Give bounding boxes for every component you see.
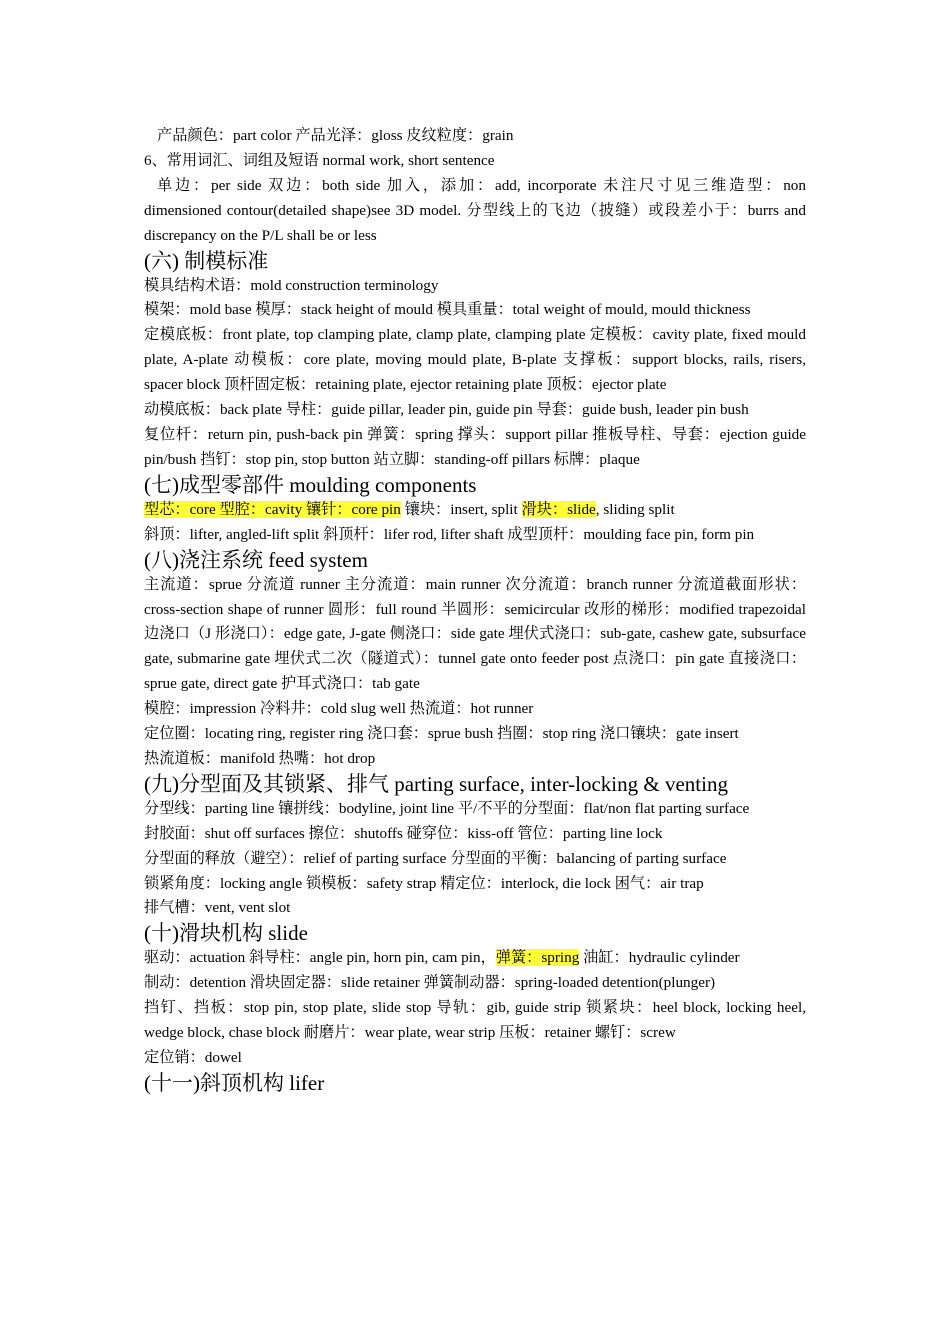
- paragraph: [144, 896, 806, 921]
- text-run: 油缸：hydraulic cylinder: [579, 949, 740, 967]
- text-run: 挡钉、挡板：stop pin, stop plate, slide stop 导轨：gib, guide strip 锁紧块：heel block, locking heel, wedge block, chase block 耐磨片：wear plate, wear strip 压板：retainer 螺钉：screw: [144, 999, 806, 1042]
- paragraph: [144, 872, 806, 897]
- paragraph: [144, 1046, 806, 1071]
- text-run: 驱动：actuation 斜导柱：angle pin, horn pin, cam pin，: [144, 949, 496, 967]
- text-run: 主流道：sprue 分流道 runner 主分流道：main runner 次分流道：branch runner 分流道截面形状：cross-section shape of runner 圆形：full round 半圆形：semicircular 改形的梯形：modified trapezoidal 边浇口（J 形浇口）：edge gate, J-gate 侧浇口：side gate 埋伏式浇口：sub-gate, cashew gate, subsurface gate, submarine gate 埋伏式二次（隧道式）：tunnel gate onto feeder post 点浇口：pin gate 直接浇口：sprue gate, direct gate 护耳式浇口：tab gate: [144, 575, 806, 693]
- text-run: 定位销：dowel: [144, 1049, 242, 1066]
- text-run: 分型线：parting line 镶拼线：bodyline, joint line 平/不平的分型面：flat/non flat parting surface: [144, 799, 750, 817]
- document-page: [144, 124, 806, 1096]
- text-run: 排气槽：vent, vent slot: [144, 899, 291, 917]
- paragraph: [144, 398, 806, 423]
- paragraph: [144, 822, 806, 847]
- paragraph: [144, 797, 806, 822]
- section-heading: [144, 249, 806, 274]
- highlighted-text: 型芯：core 型腔：cavity 镶针：core pin: [144, 500, 401, 518]
- text-run: 模腔：impression 冷料井：cold slug well 热流道：hot runner: [144, 700, 534, 718]
- text-run: 模架：mold base 模厚：stack height of mould 模具重量：total weight of mould, mould thickness: [144, 301, 751, 319]
- paragraph: [144, 523, 806, 548]
- text-run: (十一)斜顶机构 lifer: [144, 1070, 325, 1095]
- text-run: (六) 制模标准: [144, 248, 269, 273]
- text-run: (九)分型面及其锁紧、排气 parting surface, inter-locking & venting: [144, 771, 728, 796]
- text-run: , sliding split: [595, 500, 675, 518]
- paragraph: [144, 149, 806, 174]
- text-run: (十)滑块机构 slide: [144, 921, 308, 946]
- paragraph: [144, 274, 806, 299]
- paragraph: [144, 697, 806, 722]
- text-run: 定模底板：front plate, top clamping plate, clamp plate, clamping plate 定模板：cavity plate, fixed mould plate, A-plate 动模板：core plate, moving mould plate, B-plate 支撑板：support blocks, rails, risers, spacer block 顶杆固定板：retaining plate, ejector retaining plate 顶板：ejector plate: [144, 326, 806, 394]
- text-run: 分型面的释放（避空）：relief of parting surface 分型面的平衡：balancing of parting surface: [144, 849, 727, 867]
- text-run: 定位圈：locating ring, register ring 浇口套：sprue bush 挡圈：stop ring 浇口镶块：gate insert: [144, 725, 739, 743]
- paragraph: [144, 498, 806, 523]
- paragraph: [144, 971, 806, 996]
- paragraph: [144, 423, 806, 473]
- text-run: 封胶面：shut off surfaces 擦位：shutoffs 碰穿位：kiss-off 管位：parting line lock: [144, 824, 663, 842]
- paragraph: [144, 323, 806, 398]
- text-run: 动模底板：back plate 导柱：guide pillar, leader pin, guide pin 导套：guide bush, leader pin bush: [144, 401, 749, 419]
- text-run: (七)成型零部件 moulding components: [144, 472, 477, 497]
- text-run: 6、常用词汇、词组及短语 normal work, short sentence: [144, 151, 495, 169]
- section-heading: [144, 921, 806, 946]
- paragraph: [144, 747, 806, 772]
- paragraph: [144, 847, 806, 872]
- text-run: 斜顶：lifter, angled-lift split 斜顶杆：lifer rod, lifter shaft 成型顶杆：moulding face pin, form pin: [144, 525, 755, 543]
- section-heading: [144, 473, 806, 498]
- paragraph: [144, 946, 806, 971]
- section-heading: [144, 772, 806, 797]
- text-run: 产品颜色：part color 产品光泽：gloss 皮纹粒度：grain: [157, 127, 514, 144]
- text-run: 热流道板：manifold 热嘴：hot drop: [144, 749, 376, 767]
- paragraph: [144, 996, 806, 1046]
- section-heading: [144, 1071, 806, 1096]
- highlighted-text: 弹簧：spring: [495, 949, 580, 967]
- text-run: 单边：per side 双边：both side 加入，添加：add, incorporate 未注尺寸见三维造型：non dimensioned contour(detailed shape)see 3D model. 分型线上的飞边（披缝）或段差小于：burrs and discrepancy on the P/L shall be or less: [144, 176, 806, 244]
- paragraph: [144, 298, 806, 323]
- paragraph: [144, 573, 806, 698]
- paragraph: [144, 124, 806, 149]
- text-run: (八)浇注系统 feed system: [144, 547, 368, 572]
- text-run: 复位杆：return pin, push-back pin 弹簧：spring 撑头：support pillar 推板导柱、导套：ejection guide pin/bush 挡钉：stop pin, stop button 站立脚：standing-off pillars 标牌：plaque: [144, 425, 806, 468]
- paragraph: [144, 174, 806, 249]
- section-heading: [144, 548, 806, 573]
- highlighted-text: 滑块：slide: [521, 500, 596, 518]
- text-run: 锁紧角度：locking angle 锁模板：safety strap 精定位：interlock, die lock 困气：air trap: [144, 874, 704, 892]
- text-run: 镶块：insert, split: [400, 500, 522, 518]
- text-run: 模具结构术语：mold construction terminology: [144, 276, 439, 294]
- text-run: 制动：detention 滑块固定器：slide retainer 弹簧制动器：spring-loaded detention(plunger): [144, 974, 716, 992]
- paragraph: [144, 722, 806, 747]
